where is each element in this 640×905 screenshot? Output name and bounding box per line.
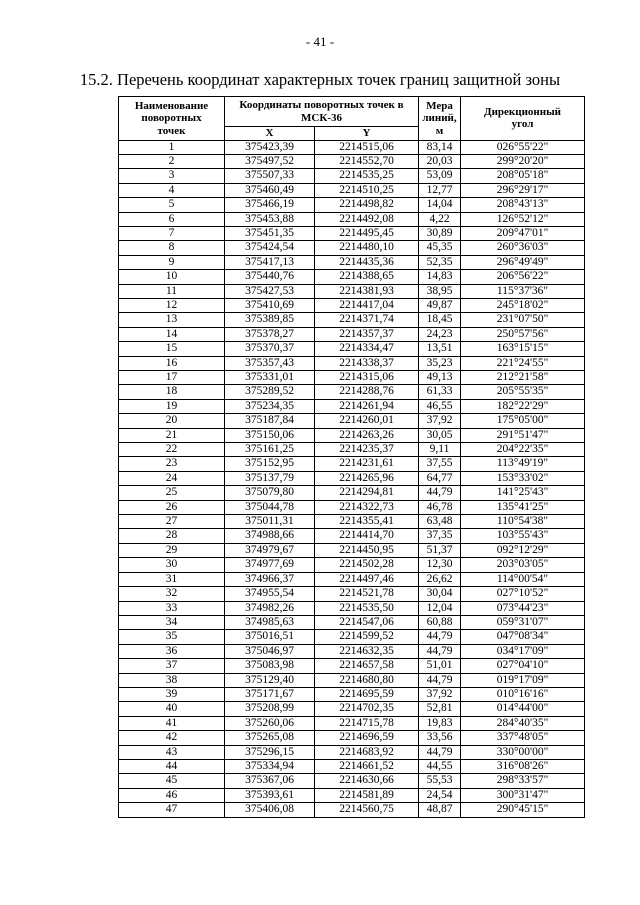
point-number-cell: 29 [119,543,225,557]
coord-x-cell: 375011,31 [225,515,315,529]
coord-x-cell: 375046,97 [225,644,315,658]
coord-y-cell: 2214552,70 [315,154,419,168]
coord-x-cell: 374955,54 [225,587,315,601]
coord-y-cell: 2214231,61 [315,457,419,471]
point-number-cell: 11 [119,284,225,298]
coord-y-cell: 2214702,35 [315,702,419,716]
line-length-cell: 46,78 [419,500,461,514]
table-row [119,154,585,168]
point-number-cell: 46 [119,788,225,802]
direction-angle-cell: 208°43'13" [461,198,585,212]
table-row [119,515,585,529]
coord-y-cell: 2214560,75 [315,803,419,817]
line-length-cell: 9,11 [419,443,461,457]
line-length-cell: 37,55 [419,457,461,471]
coord-y-cell: 2214715,78 [315,716,419,730]
coord-x-cell: 375378,27 [225,327,315,341]
table-row [119,183,585,197]
coord-x-cell: 375370,37 [225,342,315,356]
point-number-cell: 7 [119,226,225,240]
coord-y-cell: 2214498,82 [315,198,419,212]
coord-y-cell: 2214680,80 [315,673,419,687]
header-coords-group: Координаты поворотных точек в МСК-36 [225,97,419,127]
direction-angle-cell: 337°48'05" [461,731,585,745]
table-row [119,284,585,298]
direction-angle-cell: 204°22'35" [461,443,585,457]
point-number-cell: 19 [119,399,225,413]
coord-x-cell: 375044,78 [225,500,315,514]
coord-y-cell: 2214502,28 [315,558,419,572]
coord-x-cell: 375389,85 [225,313,315,327]
table-row [119,759,585,773]
coord-y-cell: 2214260,01 [315,414,419,428]
table-row [119,270,585,284]
coord-y-cell: 2214495,45 [315,226,419,240]
line-length-cell: 20,03 [419,154,461,168]
coord-y-cell: 2214630,66 [315,774,419,788]
point-number-cell: 32 [119,587,225,601]
coord-x-cell: 375137,79 [225,471,315,485]
coord-y-cell: 2214235,37 [315,443,419,457]
direction-angle-cell: 298°33'57" [461,774,585,788]
coord-y-cell: 2214388,65 [315,270,419,284]
direction-angle-cell: 231°07'50" [461,313,585,327]
table-row [119,298,585,312]
point-number-cell: 43 [119,745,225,759]
coord-y-cell: 2214381,93 [315,284,419,298]
direction-angle-cell: 034°17'09" [461,644,585,658]
coord-x-cell: 375083,98 [225,659,315,673]
line-length-cell: 14,04 [419,198,461,212]
coord-y-cell: 2214695,59 [315,687,419,701]
line-length-cell: 44,79 [419,486,461,500]
point-number-cell: 1 [119,140,225,154]
coord-y-cell: 2214261,94 [315,399,419,413]
table-row [119,313,585,327]
coord-y-cell: 2214497,46 [315,572,419,586]
direction-angle-cell: 141°25'43" [461,486,585,500]
direction-angle-cell: 250°57'56" [461,327,585,341]
point-number-cell: 25 [119,486,225,500]
table-row [119,486,585,500]
line-length-cell: 52,81 [419,702,461,716]
point-number-cell: 40 [119,702,225,716]
coord-y-cell: 2214632,35 [315,644,419,658]
point-number-cell: 27 [119,515,225,529]
coord-x-cell: 375079,80 [225,486,315,500]
coord-x-cell: 375406,08 [225,803,315,817]
table-row [119,471,585,485]
coord-x-cell: 374985,63 [225,615,315,629]
document-title: 15.2. Перечень координат характерных точек границ защитной зоны [79,70,561,89]
line-length-cell: 19,83 [419,716,461,730]
coord-x-cell: 375260,06 [225,716,315,730]
coord-x-cell: 375357,43 [225,356,315,370]
coord-x-cell: 374966,37 [225,572,315,586]
coord-x-cell: 375265,08 [225,731,315,745]
point-number-cell: 13 [119,313,225,327]
table-row [119,587,585,601]
line-length-cell: 24,23 [419,327,461,341]
direction-angle-cell: 206°56'22" [461,270,585,284]
point-number-cell: 36 [119,644,225,658]
coord-x-cell: 375507,33 [225,169,315,183]
coord-x-cell: 375234,35 [225,399,315,413]
coord-x-cell: 375208,99 [225,702,315,716]
table-row [119,788,585,802]
point-number-cell: 22 [119,443,225,457]
coord-x-cell: 375016,51 [225,630,315,644]
direction-angle-cell: 260°36'03" [461,241,585,255]
coordinates-table [118,96,585,818]
coord-y-cell: 2214492,08 [315,212,419,226]
direction-angle-cell: 073°44'23" [461,601,585,615]
coord-y-cell: 2214683,92 [315,745,419,759]
coord-x-cell: 375289,52 [225,385,315,399]
point-number-cell: 4 [119,183,225,197]
point-number-cell: 15 [119,342,225,356]
point-number-cell: 35 [119,630,225,644]
direction-angle-cell: 092°12'29" [461,543,585,557]
coord-y-cell: 2214696,59 [315,731,419,745]
coord-y-cell: 2214294,81 [315,486,419,500]
table-row [119,615,585,629]
table-row [119,673,585,687]
direction-angle-cell: 209°47'01" [461,226,585,240]
line-length-cell: 53,09 [419,169,461,183]
direction-angle-cell: 299°20'20" [461,154,585,168]
line-length-cell: 51,01 [419,659,461,673]
direction-angle-cell: 026°55'22" [461,140,585,154]
point-number-cell: 44 [119,759,225,773]
direction-angle-cell: 113°49'19" [461,457,585,471]
line-length-cell: 49,13 [419,371,461,385]
coord-x-cell: 375296,15 [225,745,315,759]
point-number-cell: 41 [119,716,225,730]
table-header [119,97,585,141]
point-number-cell: 23 [119,457,225,471]
table-row [119,543,585,557]
point-number-cell: 26 [119,500,225,514]
table-row [119,140,585,154]
header-x: X [225,127,315,141]
point-number-cell: 28 [119,529,225,543]
table-row [119,529,585,543]
direction-angle-cell: 115°37'36" [461,284,585,298]
table-body [119,140,585,817]
table-row [119,443,585,457]
line-length-cell: 55,53 [419,774,461,788]
line-length-cell: 26,62 [419,572,461,586]
direction-angle-cell: 135°41'25" [461,500,585,514]
header-direction-angle: Дирекционный угол [461,97,585,141]
point-number-cell: 47 [119,803,225,817]
coord-x-cell: 374982,26 [225,601,315,615]
coord-y-cell: 2214263,26 [315,428,419,442]
line-length-cell: 83,14 [419,140,461,154]
coord-x-cell: 375440,76 [225,270,315,284]
point-number-cell: 2 [119,154,225,168]
coord-x-cell: 375367,06 [225,774,315,788]
coord-x-cell: 375331,01 [225,371,315,385]
point-number-cell: 17 [119,371,225,385]
coord-y-cell: 2214657,58 [315,659,419,673]
line-length-cell: 61,33 [419,385,461,399]
coord-x-cell: 375460,49 [225,183,315,197]
direction-angle-cell: 316°08'26" [461,759,585,773]
table-row [119,644,585,658]
coord-x-cell: 375423,39 [225,140,315,154]
line-length-cell: 49,87 [419,298,461,312]
direction-angle-cell: 291°51'47" [461,428,585,442]
table-row [119,226,585,240]
coord-y-cell: 2214535,50 [315,601,419,615]
direction-angle-cell: 103°55'43" [461,529,585,543]
point-number-cell: 33 [119,601,225,615]
point-number-cell: 24 [119,471,225,485]
table-row [119,659,585,673]
coord-y-cell: 2214510,25 [315,183,419,197]
table-row [119,558,585,572]
direction-angle-cell: 284°40'35" [461,716,585,730]
coord-x-cell: 374988,66 [225,529,315,543]
point-number-cell: 8 [119,241,225,255]
direction-angle-cell: 175°05'00" [461,414,585,428]
table-row [119,356,585,370]
point-number-cell: 5 [119,198,225,212]
coord-x-cell: 375187,84 [225,414,315,428]
point-number-cell: 10 [119,270,225,284]
direction-angle-cell: 014°44'00" [461,702,585,716]
table-row [119,327,585,341]
table-row [119,385,585,399]
table-row [119,169,585,183]
direction-angle-cell: 153°33'02" [461,471,585,485]
point-number-cell: 39 [119,687,225,701]
table-row [119,414,585,428]
table-row [119,630,585,644]
line-length-cell: 63,48 [419,515,461,529]
line-length-cell: 4,22 [419,212,461,226]
coord-x-cell: 375150,06 [225,428,315,442]
header-point-name: Наименование поворотных точек [119,97,225,141]
line-length-cell: 30,89 [419,226,461,240]
header-y: Y [315,127,419,141]
coord-x-cell: 375424,54 [225,241,315,255]
coord-x-cell: 375171,67 [225,687,315,701]
line-length-cell: 14,83 [419,270,461,284]
coord-y-cell: 2214599,52 [315,630,419,644]
point-number-cell: 14 [119,327,225,341]
point-number-cell: 37 [119,659,225,673]
point-number-cell: 21 [119,428,225,442]
point-number-cell: 30 [119,558,225,572]
table-row [119,428,585,442]
table-row [119,399,585,413]
coord-y-cell: 2214435,36 [315,255,419,269]
table-row [119,774,585,788]
coord-y-cell: 2214535,25 [315,169,419,183]
coord-x-cell: 375497,52 [225,154,315,168]
line-length-cell: 38,95 [419,284,461,298]
table-row [119,687,585,701]
table-row [119,241,585,255]
page-number: - 41 - [305,34,335,49]
coord-y-cell: 2214265,96 [315,471,419,485]
point-number-cell: 6 [119,212,225,226]
coord-x-cell: 374979,67 [225,543,315,557]
direction-angle-cell: 182°22'29" [461,399,585,413]
coord-x-cell: 375451,35 [225,226,315,240]
direction-angle-cell: 212°21'58" [461,371,585,385]
direction-angle-cell: 296°29'17" [461,183,585,197]
table-row [119,371,585,385]
line-length-cell: 37,35 [419,529,461,543]
coord-x-cell: 375466,19 [225,198,315,212]
line-length-cell: 44,79 [419,673,461,687]
point-number-cell: 38 [119,673,225,687]
table-row [119,601,585,615]
direction-angle-cell: 047°08'34" [461,630,585,644]
coord-x-cell: 375393,61 [225,788,315,802]
coord-y-cell: 2214338,37 [315,356,419,370]
coord-y-cell: 2214322,73 [315,500,419,514]
direction-angle-cell: 296°49'49" [461,255,585,269]
point-number-cell: 3 [119,169,225,183]
coord-y-cell: 2214450,95 [315,543,419,557]
line-length-cell: 44,79 [419,644,461,658]
coord-x-cell: 375410,69 [225,298,315,312]
direction-angle-cell: 205°55'35" [461,385,585,399]
table-row [119,255,585,269]
coord-x-cell: 375161,25 [225,443,315,457]
direction-angle-cell: 027°04'10" [461,659,585,673]
table-row [119,716,585,730]
coord-y-cell: 2214355,41 [315,515,419,529]
coord-y-cell: 2214315,06 [315,371,419,385]
coord-x-cell: 375417,13 [225,255,315,269]
line-length-cell: 46,55 [419,399,461,413]
direction-angle-cell: 110°54'38" [461,515,585,529]
line-length-cell: 12,30 [419,558,461,572]
table-row [119,457,585,471]
table-row [119,500,585,514]
line-length-cell: 12,04 [419,601,461,615]
point-number-cell: 31 [119,572,225,586]
coord-x-cell: 375427,53 [225,284,315,298]
direction-angle-cell: 027°10'52" [461,587,585,601]
table-row [119,212,585,226]
coord-y-cell: 2214417,04 [315,298,419,312]
point-number-cell: 34 [119,615,225,629]
line-length-cell: 35,23 [419,356,461,370]
coord-y-cell: 2214521,78 [315,587,419,601]
direction-angle-cell: 208°05'18" [461,169,585,183]
line-length-cell: 24,54 [419,788,461,802]
line-length-cell: 37,92 [419,414,461,428]
direction-angle-cell: 221°24'55" [461,356,585,370]
table-row [119,342,585,356]
coord-x-cell: 375129,40 [225,673,315,687]
line-length-cell: 30,05 [419,428,461,442]
point-number-cell: 12 [119,298,225,312]
line-length-cell: 37,92 [419,687,461,701]
line-length-cell: 51,37 [419,543,461,557]
line-length-cell: 44,79 [419,745,461,759]
coord-y-cell: 2214547,06 [315,615,419,629]
direction-angle-cell: 330°00'00" [461,745,585,759]
direction-angle-cell: 010°16'16" [461,687,585,701]
direction-angle-cell: 163°15'15" [461,342,585,356]
line-length-cell: 48,87 [419,803,461,817]
table-row [119,745,585,759]
line-length-cell: 64,77 [419,471,461,485]
coord-y-cell: 2214334,47 [315,342,419,356]
coord-x-cell: 375334,94 [225,759,315,773]
line-length-cell: 12,77 [419,183,461,197]
line-length-cell: 60,88 [419,615,461,629]
line-length-cell: 13,51 [419,342,461,356]
header-line-length: Мера линий, м [419,97,461,141]
point-number-cell: 16 [119,356,225,370]
coord-y-cell: 2214480,10 [315,241,419,255]
table-row [119,198,585,212]
line-length-cell: 44,55 [419,759,461,773]
direction-angle-cell: 290°45'15" [461,803,585,817]
coord-y-cell: 2214515,06 [315,140,419,154]
line-length-cell: 33,56 [419,731,461,745]
table-row [119,702,585,716]
coord-y-cell: 2214288,76 [315,385,419,399]
coord-y-cell: 2214581,89 [315,788,419,802]
coord-y-cell: 2214414,70 [315,529,419,543]
direction-angle-cell: 114°00'54" [461,572,585,586]
line-length-cell: 52,35 [419,255,461,269]
direction-angle-cell: 245°18'02" [461,298,585,312]
table-row [119,572,585,586]
point-number-cell: 42 [119,731,225,745]
point-number-cell: 18 [119,385,225,399]
direction-angle-cell: 300°31'47" [461,788,585,802]
table-row [119,731,585,745]
direction-angle-cell: 059°31'07" [461,615,585,629]
line-length-cell: 18,45 [419,313,461,327]
line-length-cell: 44,79 [419,630,461,644]
table-row [119,803,585,817]
point-number-cell: 20 [119,414,225,428]
direction-angle-cell: 203°03'05" [461,558,585,572]
coord-y-cell: 2214371,74 [315,313,419,327]
coord-y-cell: 2214357,37 [315,327,419,341]
coord-x-cell: 375453,88 [225,212,315,226]
coord-y-cell: 2214661,52 [315,759,419,773]
line-length-cell: 30,04 [419,587,461,601]
line-length-cell: 45,35 [419,241,461,255]
point-number-cell: 9 [119,255,225,269]
point-number-cell: 45 [119,774,225,788]
direction-angle-cell: 126°52'12" [461,212,585,226]
coord-x-cell: 375152,95 [225,457,315,471]
coord-x-cell: 374977,69 [225,558,315,572]
direction-angle-cell: 019°17'09" [461,673,585,687]
